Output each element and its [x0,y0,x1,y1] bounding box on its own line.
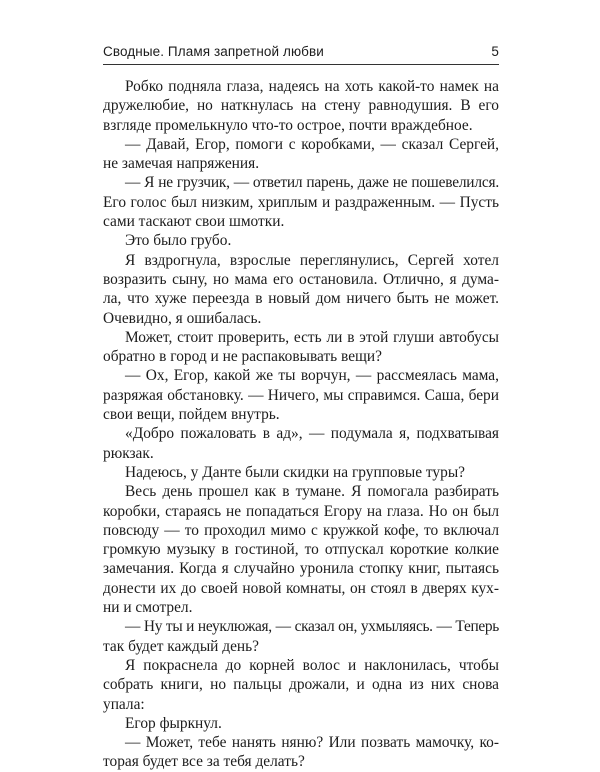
text-line: — Я не грузчик, — ответил парень, даже не пошевелился. [125,174,499,192]
text-line: Робко подняла глаза, надеясь на хоть какой-то намек на [125,78,499,95]
text-line: ни и смотрел. [103,599,193,617]
text-line: рюкзак. [103,444,154,462]
text-line: торая будет все за тебя делать? [103,753,305,771]
paragraph [103,231,499,250]
text-line: коробки, стараясь не попадаться Егору на глаза. Но он был [103,502,499,520]
text-line: громкую музыку в гостиной, то отпускал короткие колкие [103,541,499,559]
paragraph [103,328,499,367]
text-line: свои вещи, пойдем внутрь. [103,406,280,424]
text-line: взгляде промелькнуло что-то острое, почти враждебное. [103,116,473,134]
text-line: Надеюсь, у Данте были скидки на групповые туры? [125,463,465,481]
paragraph [103,733,499,772]
paragraph [103,173,499,231]
header-rule [103,64,499,65]
running-head [103,44,499,64]
text-line: — Давай, Егор, помоги с коробками, — сказал Сергей, [125,135,499,153]
text-line: Его голос был низким, хриплым и раздраженным. — Пусть [103,193,499,211]
text-line: Весь день прошел как в тумане. Я помогала разбирать [125,483,499,501]
text-line: — Может, тебе нанять няню? Или позвать мамочку, ко- [125,734,499,752]
paragraph [103,463,499,482]
text-line: не замечая напряжения. [103,155,260,173]
page-number: 5 [491,44,499,59]
text-line: возразить сыну, но мама его остановила. Отлично, я дума- [103,270,499,288]
text-line: дружелюбие, но наткнулась на стену равнодушия. В его [103,97,499,115]
body-text [103,77,499,772]
text-line: — Ну ты и неуклюжая, — сказал он, ухмыляясь. — Теперь [125,618,499,636]
paragraph [103,135,499,174]
text-line: обратно в город и не распаковывать вещи? [103,348,382,366]
text-line: Егор фыркнул. [125,714,222,732]
text-line: собрать книги, но пальцы дрожали, и одна из них снова [103,676,499,694]
text-line: Я вздрогнула, взрослые переглянулись, Сергей хотел [125,251,499,269]
paragraph [103,656,499,714]
text-line: разряжая обстановку. — Ничего, мы справимся. Саша, бери [103,386,499,404]
text-line: замечания. Когда я случайно уронила стопку книг, пытаясь [103,560,499,578]
text-line: Это было грубо. [125,232,232,250]
text-line: так будет каждый день? [103,637,259,655]
paragraph [103,77,499,135]
text-line: ла, что хуже переезда в новый дом ничего быть не может. [103,290,499,308]
text-line: упала: [103,695,145,713]
paragraph [103,251,499,328]
paragraph [103,714,499,733]
paragraph [103,617,499,656]
text-line: Я покраснела до корней волос и наклонилась, чтобы [125,656,499,674]
text-line: Может, стоит проверить, есть ли в этой глуши автобусы [125,328,499,346]
text-line: «Добро пожаловать в ад», — подумала я, подхватывая [125,425,499,443]
paragraph [103,482,499,617]
text-line: сами таскают свои шмотки. [103,213,285,231]
running-head-title: Сводные. Пламя запретной любви [103,44,324,59]
paragraph [103,366,499,424]
text-line: донести их до своей новой комнаты, он стоял в дверях кух- [103,579,499,597]
text-line: Очевидно, я ошибалась. [103,309,262,327]
text-line: повсюду — то проходил мимо с кружкой кофе, то включал [103,521,499,539]
text-line: — Ох, Егор, какой же ты ворчун, — рассмеялась мама, [125,367,499,385]
paragraph [103,424,499,463]
